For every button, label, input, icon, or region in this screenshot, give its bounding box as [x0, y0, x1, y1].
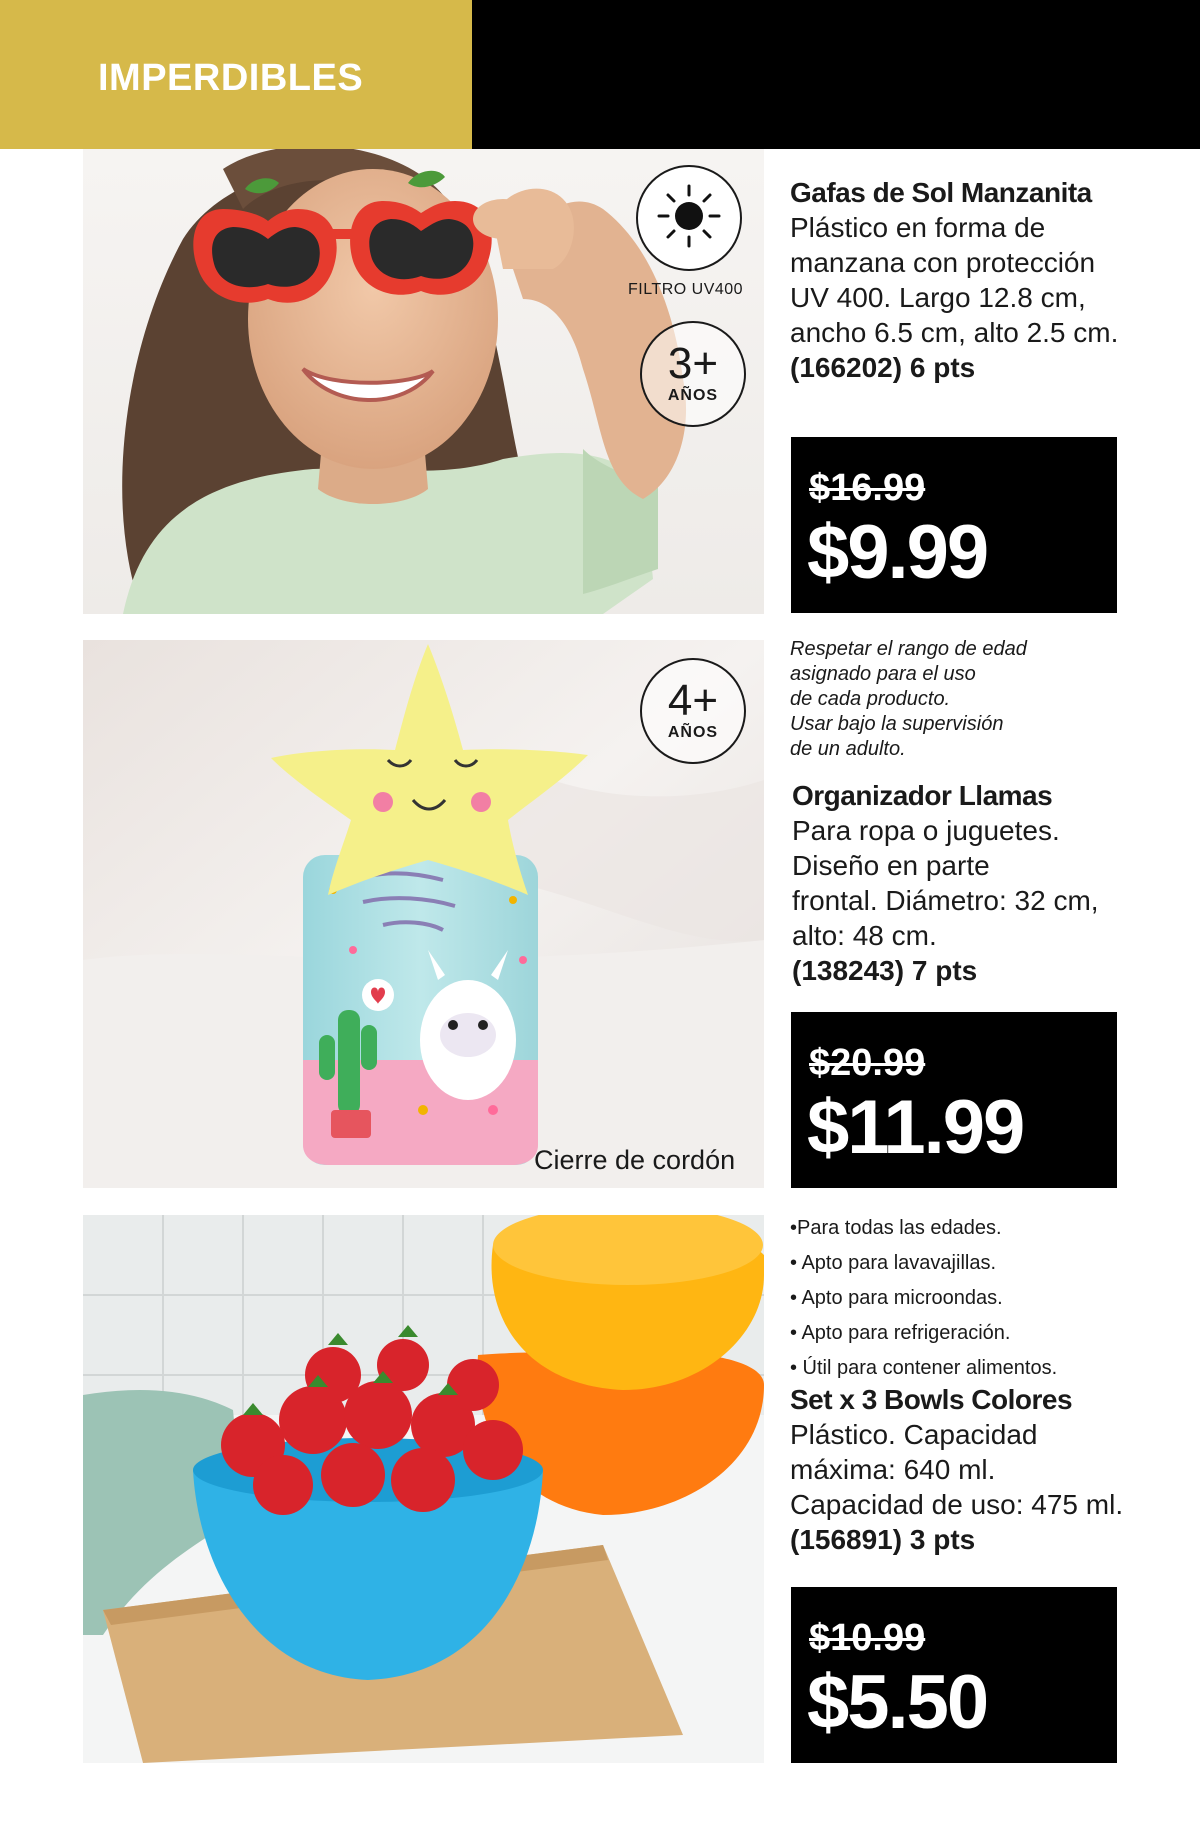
disclaimer-line: Usar bajo la supervisión — [790, 713, 1004, 735]
product-description-line: Plástico. Capacidad — [790, 1419, 1038, 1450]
new-price: $5.50 — [807, 1660, 988, 1745]
product-description-line: alto: 48 cm. — [792, 920, 937, 951]
product-name: Set x 3 Bowls Colores — [790, 1384, 1073, 1415]
page-title: IMPERDIBLES — [98, 57, 364, 99]
new-price: $9.99 — [807, 510, 988, 595]
disclaimer-line: de cada producto. — [790, 688, 951, 710]
age-unit: AÑOS — [667, 387, 719, 404]
product-3-details — [790, 1382, 1190, 1557]
product-3-notes — [790, 1211, 1190, 1386]
product-name: Organizador Llamas — [792, 780, 1053, 811]
disclaimer-line: Respetar el rango de edad — [790, 638, 1027, 660]
product-description-line: manzana con protección — [790, 247, 1096, 278]
bowls-product-photo — [83, 1215, 764, 1763]
old-price: $10.99 — [809, 1617, 926, 1659]
age-unit: AÑOS — [667, 724, 719, 741]
product-2-details — [792, 778, 1192, 988]
product-description-line: Plástico en forma de — [790, 212, 1046, 243]
product-code-points: (166202) 6 pts — [790, 352, 976, 383]
note-line: •Para todas las edades. — [790, 1217, 1002, 1239]
note-line: • Apto para refrigeración. — [790, 1322, 1011, 1344]
age-badge-3plus — [640, 321, 746, 427]
note-line: • Útil para contener alimentos. — [790, 1357, 1058, 1379]
old-price: $16.99 — [809, 467, 926, 509]
price-box-3 — [791, 1587, 1117, 1763]
drawstring-caption: Cierre de cordón — [534, 1145, 736, 1175]
product-description-line: Para ropa o juguetes. — [792, 815, 1060, 846]
price-box-2 — [791, 1012, 1117, 1188]
age-badge-4plus — [640, 658, 746, 764]
disclaimer-line: asignado para el uso — [790, 663, 976, 685]
product-description-line: UV 400. Largo 12.8 cm, — [790, 282, 1086, 313]
product-name: Gafas de Sol Manzanita — [790, 177, 1092, 208]
age-disclaimer — [790, 637, 1190, 762]
product-description-line: frontal. Diámetro: 32 cm, — [792, 885, 1099, 916]
uv-filter-badge — [636, 165, 742, 271]
sun-icon — [654, 181, 724, 256]
age-value: 3+ — [667, 339, 719, 388]
product-code-points: (138243) 7 pts — [792, 955, 978, 986]
header-black-bar — [472, 0, 1200, 149]
product-description-line: Capacidad de uso: 475 ml. — [790, 1489, 1124, 1520]
product-description-line: ancho 6.5 cm, alto 2.5 cm. — [790, 317, 1119, 348]
new-price: $11.99 — [807, 1085, 1024, 1170]
product-description-line: Diseño en parte — [792, 850, 990, 881]
note-line: • Apto para lavavajillas. — [790, 1252, 997, 1274]
disclaimer-line: de un adulto. — [790, 738, 906, 760]
old-price: $20.99 — [809, 1042, 926, 1084]
uv-filter-label: FILTRO UV400 — [628, 281, 744, 298]
product-1-details — [790, 175, 1190, 385]
note-line: • Apto para microondas. — [790, 1287, 1003, 1309]
product-code-points: (156891) 3 pts — [790, 1524, 976, 1555]
price-box-1 — [791, 437, 1117, 613]
product-description-line: máxima: 640 ml. — [790, 1454, 996, 1485]
age-value: 4+ — [667, 676, 719, 725]
